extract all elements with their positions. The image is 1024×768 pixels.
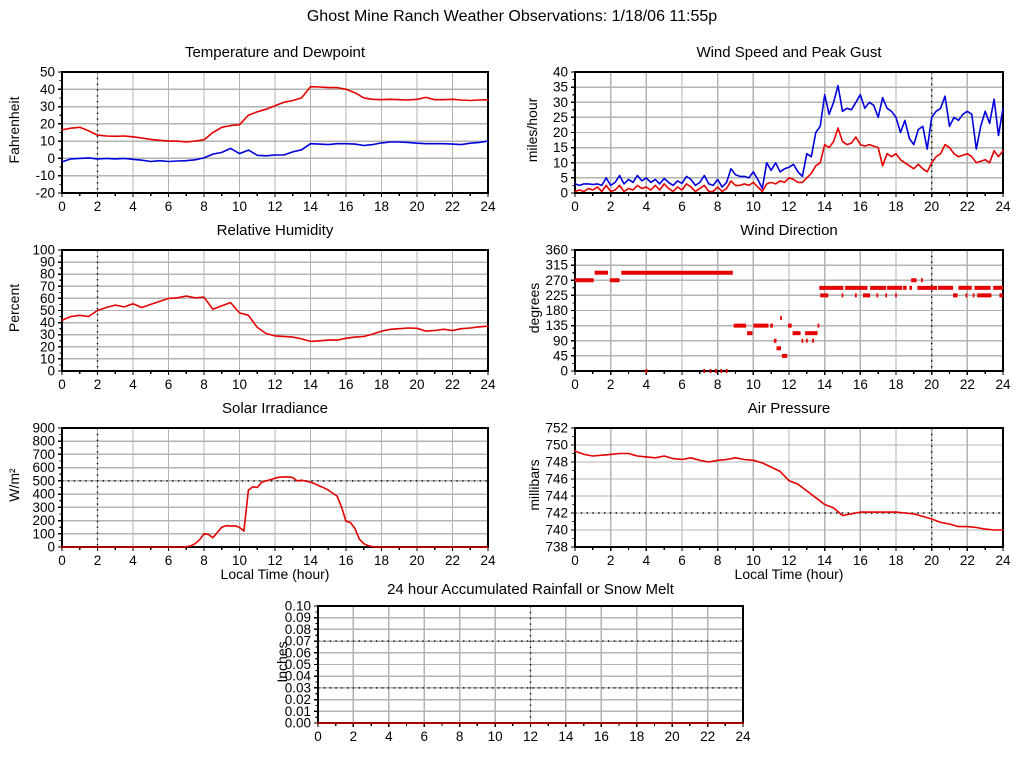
svg-text:12: 12 xyxy=(781,377,797,392)
svg-text:0: 0 xyxy=(47,539,55,555)
svg-text:45: 45 xyxy=(552,348,568,364)
svg-text:22: 22 xyxy=(959,199,975,214)
svg-text:14: 14 xyxy=(302,377,319,392)
page-title: Ghost Mine Ranch Weather Observations: 1/18/06 11:55p xyxy=(306,8,718,25)
svg-text:10: 10 xyxy=(39,351,55,367)
svg-text:0.00: 0.00 xyxy=(284,715,311,731)
svg-text:6: 6 xyxy=(420,729,429,744)
svg-text:100: 100 xyxy=(32,526,55,542)
svg-text:2: 2 xyxy=(606,199,615,214)
chart-title-wind-speed: Wind Speed and Peak Gust xyxy=(696,44,882,61)
chart-rainfall xyxy=(274,581,768,768)
svg-text:700: 700 xyxy=(32,446,55,462)
svg-text:2: 2 xyxy=(93,199,102,214)
svg-text:40: 40 xyxy=(39,315,55,331)
svg-text:-10: -10 xyxy=(35,168,55,184)
x-axis-label-local-time-left: Local Time (hour) xyxy=(220,566,330,582)
svg-text:50: 50 xyxy=(39,64,55,80)
svg-text:22: 22 xyxy=(444,199,461,214)
svg-text:18: 18 xyxy=(373,199,390,214)
y-axis-label-millibars: millibars xyxy=(526,459,542,511)
svg-text:18: 18 xyxy=(888,553,904,568)
svg-text:4: 4 xyxy=(129,199,137,214)
svg-text:18: 18 xyxy=(888,199,904,214)
svg-text:0.10: 0.10 xyxy=(284,598,311,614)
svg-text:0: 0 xyxy=(560,363,568,379)
svg-text:740: 740 xyxy=(545,522,568,538)
y-axis-label-degrees: degrees xyxy=(526,282,542,334)
svg-text:0.03: 0.03 xyxy=(284,680,311,696)
svg-text:12: 12 xyxy=(781,553,797,568)
svg-text:300: 300 xyxy=(32,499,55,515)
svg-text:6: 6 xyxy=(678,377,686,392)
svg-text:10: 10 xyxy=(231,377,248,392)
svg-text:742: 742 xyxy=(545,505,568,521)
chart-relative-humidity xyxy=(0,222,512,400)
svg-text:0: 0 xyxy=(58,553,66,568)
svg-text:10: 10 xyxy=(745,377,761,392)
svg-text:14: 14 xyxy=(302,199,319,214)
svg-text:35: 35 xyxy=(552,79,568,95)
svg-text:18: 18 xyxy=(888,377,904,392)
svg-text:24: 24 xyxy=(995,377,1011,392)
svg-text:0.09: 0.09 xyxy=(284,610,311,626)
svg-text:12: 12 xyxy=(267,553,283,568)
svg-text:200: 200 xyxy=(32,513,55,529)
svg-text:0: 0 xyxy=(571,377,579,392)
svg-text:18: 18 xyxy=(373,377,390,392)
svg-text:30: 30 xyxy=(39,99,55,115)
svg-text:10: 10 xyxy=(745,553,761,568)
svg-text:752: 752 xyxy=(545,420,568,436)
svg-text:14: 14 xyxy=(558,729,574,744)
chart-wind-direction xyxy=(526,222,1024,400)
svg-text:2: 2 xyxy=(349,729,358,744)
chart-wind-speed-gust xyxy=(524,44,1024,222)
svg-text:8: 8 xyxy=(455,729,464,744)
svg-text:400: 400 xyxy=(32,486,55,502)
svg-text:900: 900 xyxy=(32,420,55,436)
svg-text:24: 24 xyxy=(480,199,496,214)
svg-text:600: 600 xyxy=(32,460,55,476)
solar-irradiance-plot xyxy=(18,418,512,574)
svg-text:50: 50 xyxy=(39,303,55,318)
svg-text:24: 24 xyxy=(735,729,751,744)
svg-text:90: 90 xyxy=(552,333,568,349)
svg-text:315: 315 xyxy=(545,257,568,273)
svg-text:2: 2 xyxy=(93,553,102,568)
y-axis-label-w-per-m2: W/m² xyxy=(6,468,22,502)
svg-text:0: 0 xyxy=(571,199,579,214)
svg-text:744: 744 xyxy=(545,488,568,504)
svg-text:20: 20 xyxy=(664,729,680,744)
svg-text:135: 135 xyxy=(545,318,568,334)
svg-text:4: 4 xyxy=(385,729,393,744)
svg-text:180: 180 xyxy=(545,303,568,318)
svg-text:30: 30 xyxy=(39,327,55,343)
temperature-dewpoint-plot xyxy=(18,62,512,220)
svg-text:5: 5 xyxy=(560,170,568,186)
svg-text:18: 18 xyxy=(629,729,645,744)
chart-title-temperature: Temperature and Dewpoint xyxy=(184,44,366,61)
svg-text:22: 22 xyxy=(444,377,461,392)
svg-text:16: 16 xyxy=(593,729,609,744)
svg-text:8: 8 xyxy=(200,553,208,568)
svg-text:360: 360 xyxy=(545,242,568,258)
chart-title-solar: Solar Irradiance xyxy=(222,400,328,417)
svg-text:24: 24 xyxy=(480,377,496,392)
svg-text:20: 20 xyxy=(39,339,55,355)
y-axis-label-miles-per-hour: miles/hour xyxy=(524,97,540,163)
svg-text:750: 750 xyxy=(545,437,568,453)
svg-text:0.06: 0.06 xyxy=(284,645,311,661)
svg-text:0: 0 xyxy=(571,553,579,568)
rainfall-plot xyxy=(274,596,764,751)
svg-text:800: 800 xyxy=(32,433,55,449)
svg-text:2: 2 xyxy=(93,377,102,392)
chart-title-wind-direction: Wind Direction xyxy=(740,222,838,239)
svg-text:24: 24 xyxy=(480,553,496,568)
svg-text:20: 20 xyxy=(409,199,425,214)
svg-text:0.08: 0.08 xyxy=(284,621,311,637)
svg-text:14: 14 xyxy=(302,553,319,568)
svg-text:100: 100 xyxy=(32,242,55,258)
svg-text:15: 15 xyxy=(552,140,568,156)
x-axis-label-local-time-right: Local Time (hour) xyxy=(734,566,844,582)
svg-text:0: 0 xyxy=(560,185,568,201)
svg-text:4: 4 xyxy=(129,553,137,568)
svg-text:748: 748 xyxy=(545,454,568,470)
svg-text:0: 0 xyxy=(58,377,66,392)
svg-text:70: 70 xyxy=(39,278,55,294)
svg-text:22: 22 xyxy=(959,377,975,392)
svg-text:24: 24 xyxy=(995,553,1011,568)
wind-speed-gust-plot xyxy=(531,62,1024,220)
relative-humidity-plot xyxy=(18,240,512,398)
svg-text:16: 16 xyxy=(852,377,868,392)
svg-text:80: 80 xyxy=(39,266,55,282)
svg-text:0: 0 xyxy=(314,729,322,744)
svg-text:20: 20 xyxy=(924,377,940,392)
svg-text:18: 18 xyxy=(373,553,390,568)
svg-text:6: 6 xyxy=(164,553,173,568)
svg-text:2: 2 xyxy=(606,377,615,392)
svg-text:4: 4 xyxy=(129,377,137,392)
svg-text:8: 8 xyxy=(200,377,208,392)
svg-text:0.02: 0.02 xyxy=(284,692,311,708)
svg-text:500: 500 xyxy=(32,473,55,489)
chart-title-rainfall: 24 hour Accumulated Rainfall or Snow Melt xyxy=(387,581,674,598)
svg-text:16: 16 xyxy=(338,553,354,568)
svg-text:8: 8 xyxy=(200,199,208,214)
svg-text:14: 14 xyxy=(817,553,833,568)
svg-text:4: 4 xyxy=(642,199,651,214)
svg-text:16: 16 xyxy=(338,199,354,214)
svg-text:-20: -20 xyxy=(35,185,55,201)
svg-text:20: 20 xyxy=(39,116,55,132)
svg-text:0: 0 xyxy=(47,150,55,166)
svg-text:20: 20 xyxy=(924,553,940,568)
svg-text:0.05: 0.05 xyxy=(284,657,311,672)
svg-text:0.07: 0.07 xyxy=(284,633,311,649)
wind-direction-plot xyxy=(531,240,1024,398)
y-axis-label-fahrenheit: Fahrenheit xyxy=(6,96,22,164)
svg-text:20: 20 xyxy=(409,377,425,392)
air-pressure-plot xyxy=(531,418,1024,574)
svg-text:12: 12 xyxy=(267,377,283,392)
svg-text:40: 40 xyxy=(552,64,568,80)
svg-text:25: 25 xyxy=(552,109,568,125)
svg-text:16: 16 xyxy=(852,199,868,214)
svg-text:22: 22 xyxy=(444,553,461,568)
svg-text:22: 22 xyxy=(959,553,975,568)
svg-text:4: 4 xyxy=(642,377,651,392)
svg-text:20: 20 xyxy=(924,199,940,214)
svg-text:6: 6 xyxy=(678,553,686,568)
svg-text:2: 2 xyxy=(606,553,615,568)
chart-temperature-dewpoint xyxy=(0,44,512,222)
svg-text:10: 10 xyxy=(745,199,761,214)
svg-text:10: 10 xyxy=(552,155,568,171)
chart-title-humidity: Relative Humidity xyxy=(216,222,334,239)
svg-text:10: 10 xyxy=(39,133,55,149)
svg-text:6: 6 xyxy=(164,199,173,214)
svg-text:225: 225 xyxy=(545,287,568,303)
svg-text:60: 60 xyxy=(39,290,55,306)
svg-text:24: 24 xyxy=(995,199,1011,214)
chart-solar-irradiance xyxy=(0,400,512,586)
svg-text:14: 14 xyxy=(817,377,833,392)
svg-text:746: 746 xyxy=(545,471,568,487)
y-axis-label-percent: Percent xyxy=(6,283,22,333)
svg-text:40: 40 xyxy=(39,81,55,97)
y-axis-label-inches: Inches xyxy=(274,641,290,683)
svg-text:12: 12 xyxy=(781,199,797,214)
svg-text:20: 20 xyxy=(552,125,568,140)
svg-text:12: 12 xyxy=(267,199,283,214)
svg-text:30: 30 xyxy=(552,94,568,110)
svg-text:10: 10 xyxy=(231,199,248,214)
svg-text:12: 12 xyxy=(522,729,539,744)
svg-text:270: 270 xyxy=(545,272,568,288)
svg-text:8: 8 xyxy=(713,553,722,568)
svg-text:6: 6 xyxy=(678,199,686,214)
svg-text:738: 738 xyxy=(545,539,568,555)
svg-text:8: 8 xyxy=(713,377,722,392)
svg-text:10: 10 xyxy=(231,553,248,568)
svg-text:10: 10 xyxy=(487,729,503,744)
svg-text:0.01: 0.01 xyxy=(284,703,311,719)
svg-text:0: 0 xyxy=(58,199,66,214)
svg-text:8: 8 xyxy=(713,199,722,214)
svg-text:16: 16 xyxy=(852,553,868,568)
chart-air-pressure xyxy=(526,400,1024,586)
svg-text:4: 4 xyxy=(642,553,651,568)
svg-text:22: 22 xyxy=(700,729,716,744)
svg-text:0.04: 0.04 xyxy=(284,668,311,684)
chart-title-pressure: Air Pressure xyxy=(747,400,831,417)
svg-text:16: 16 xyxy=(338,377,354,392)
svg-text:14: 14 xyxy=(817,199,833,214)
svg-text:90: 90 xyxy=(39,254,55,270)
svg-text:6: 6 xyxy=(164,377,173,392)
svg-text:0: 0 xyxy=(47,363,55,379)
svg-text:20: 20 xyxy=(409,553,425,568)
